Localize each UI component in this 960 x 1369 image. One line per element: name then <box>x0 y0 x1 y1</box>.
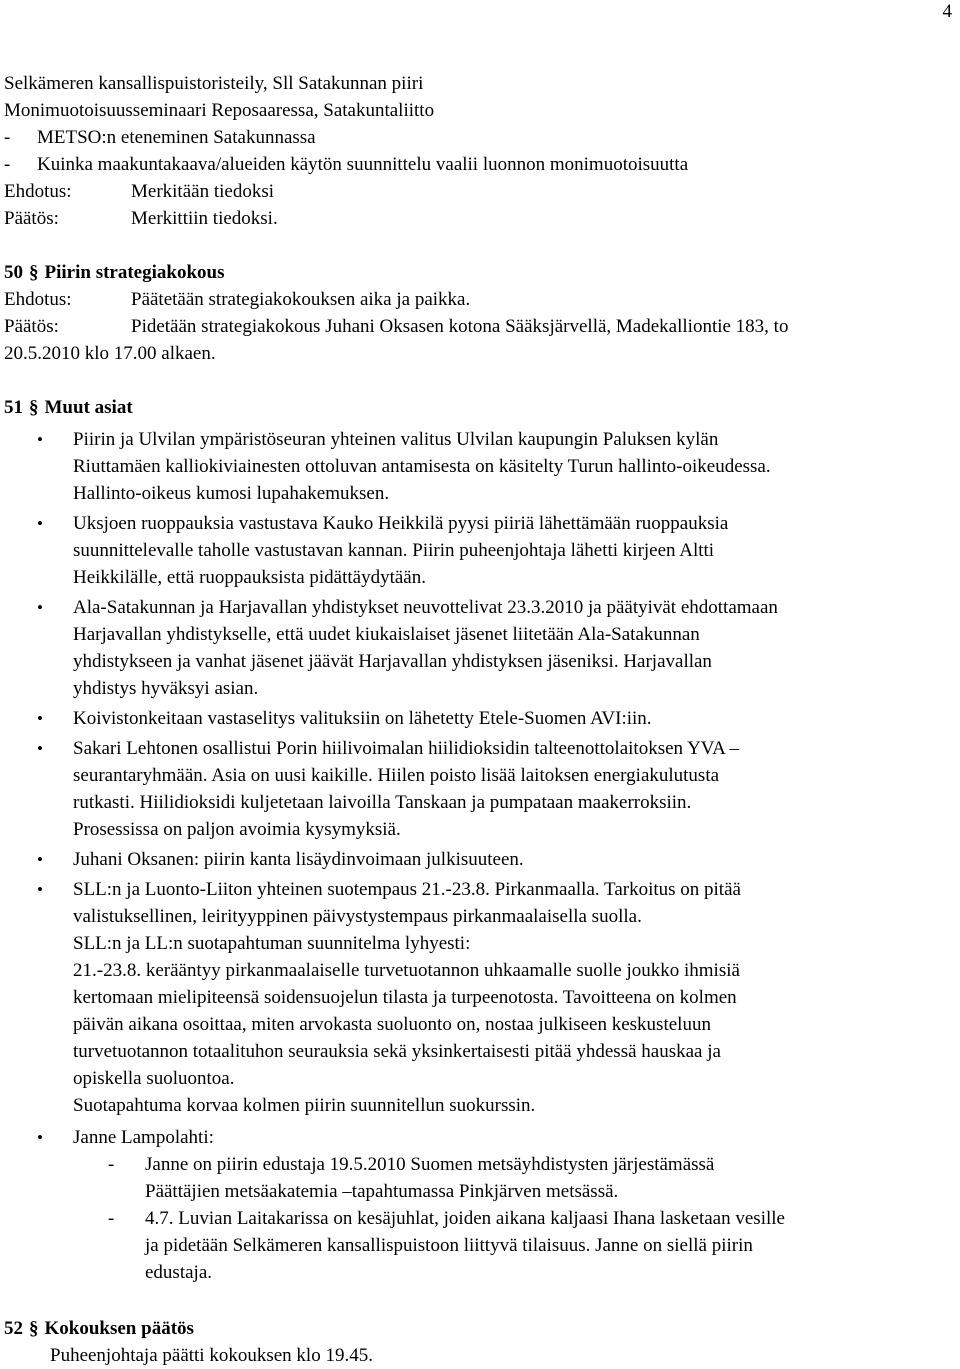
intro-dash-item <box>4 151 688 178</box>
dash-marker: - <box>4 154 11 175</box>
sub-item-line: ja pidetään Selkämeren kansallispuistoon liittyvä tilaisuus. Janne on siellä piirin <box>145 1235 753 1256</box>
bullet-text-line: Piirin ja Ulvilan ympäristöseuran yhteinen valitus Ulvilan kaupungin Paluksen kylän <box>73 429 719 450</box>
bullet-text-line: 21.-23.8. kerääntyy pirkanmaalaiselle turvetuotannon uhkaamalle suolle joukko ihmisiä <box>73 960 740 981</box>
bullet-text-line: SLL:n ja LL:n suotapahtuman suunnitelma lyhyesti: <box>73 933 471 954</box>
bullet-text-line: valistuksellinen, leirityyppinen päivystystempaus pirkanmaalaisella suolla. <box>73 906 642 927</box>
section-number: 50 <box>4 262 23 283</box>
bullet-text-line: päivän aikana osoittaa, miten arvokasta suoluonto on, nostaa julkiseen keskusteluun <box>73 1014 711 1035</box>
sub-dash-marker: - <box>108 1154 115 1175</box>
proposal-text: Merkitään tiedoksi <box>131 181 274 202</box>
bullet-text-line: Harjavallan yhdistykselle, että uudet kiukaislaiset jäsenet liitetään Ala-Satakunnan <box>73 624 700 645</box>
bullet-icon: • <box>37 430 43 449</box>
proposal-label: Ehdotus: <box>4 181 72 202</box>
dash-marker: - <box>4 127 11 148</box>
intro-line: Monimuotoisuusseminaari Reposaaressa, Satakuntaliitto <box>4 100 435 121</box>
bullet-text-line: opiskella suoluontoa. <box>73 1068 235 1089</box>
bullet-icon: • <box>37 880 43 899</box>
bullet-text-line: Juhani Oksanen: piirin kanta lisäydinvoimaan julkisuuteen. <box>73 849 524 870</box>
bullet-text-line: Uksjoen ruoppauksia vastustava Kauko Heikkilä pyysi piiriä lähettämään ruoppauksia <box>73 513 729 534</box>
bullet-text-line: Hallinto-oikeus kumosi lupahakemuksen. <box>73 483 390 504</box>
sub-item-line: 4.7. Luvian Laitakarissa on kesäjuhlat, joiden aikana kaljaasi Ihana lasketaan vesille <box>145 1208 785 1229</box>
section-number: 51 <box>4 397 23 418</box>
bullet-text-line: suunnittelevalle taholle vastustavan kannan. Piirin puheenjohtaja lähetti kirjeen Altti <box>73 540 715 561</box>
intro-dash-item <box>4 124 316 151</box>
bullet-text-line: rutkasti. Hiilidioksidi kuljetetaan laivoilla Tanskaan ja pumpataan maakerroksiin. <box>73 792 692 813</box>
bullet-text-line: SLL:n ja Luonto-Liiton yhteinen suotempaus 21.-23.8. Pirkanmaalla. Tarkoitus on pitää <box>73 879 741 900</box>
bullet-icon: • <box>37 709 43 728</box>
section-heading-50 <box>4 259 224 286</box>
bullet-text-line: yhdistykseen ja vanhat jäsenet jäävät Harjavallan yhdistyksen jäseniksi. Harjavallan <box>73 651 712 672</box>
section-title: Muut asiat <box>44 397 133 418</box>
bullet-text-line: Heikkilälle, että ruoppauksista pidättäydytään. <box>73 567 426 588</box>
decision-label: Päätös: <box>4 208 59 229</box>
section-symbol: § <box>29 262 39 283</box>
bullet-text-line: Janne Lampolahti: <box>73 1127 214 1148</box>
intro-line: Selkämeren kansallispuistoristeily, Sll Satakunnan piiri <box>4 73 424 94</box>
section-symbol: § <box>29 1318 39 1339</box>
decision-text: Pidetään strategiakokous Juhani Oksasen kotona Sääksjärvellä, Madekalliontie 183, to <box>131 316 789 337</box>
decision-label: Päätös: <box>4 316 59 337</box>
section-number: 52 <box>4 1318 23 1339</box>
bullet-text-line: Prosessissa on paljon avoimia kysymyksiä. <box>73 819 401 840</box>
section-heading-52 <box>4 1315 194 1342</box>
proposal-text: Päätetään strategiakokouksen aika ja paikka. <box>131 289 471 310</box>
section-title: Kokouksen päätös <box>44 1318 194 1339</box>
bullet-text-line: Ala-Satakunnan ja Harjavallan yhdistykset neuvottelivat 23.3.2010 ja päätyivät ehdottamaan <box>73 597 778 618</box>
sub-item-line: Janne on piirin edustaja 19.5.2010 Suomen metsäyhdistysten järjestämässä <box>145 1154 715 1175</box>
bullet-text-line: Sakari Lehtonen osallistui Porin hiilivoimalan hiilidioksidin talteenottolaitoksen YVA – <box>73 738 739 759</box>
bullet-text-line: kertomaan mielipiteensä soidensuojelun tilasta ja turpeenotosta. Tavoitteena on kolmen <box>73 987 737 1008</box>
bullet-text-line: Riuttamäen kalliokiviainesten ottoluvan antamisesta on käsitelty Turun hallinto-oikeudessa. <box>73 456 771 477</box>
section-heading-51 <box>4 394 133 421</box>
dash-item-text: Kuinka maakuntakaava/alueiden käytön suunnittelu vaalii luonnon monimuotoisuutta <box>37 154 689 175</box>
bullet-text-line: Koivistonkeitaan vastaselitys valituksiin on lähetetty Etele-Suomen AVI:iin. <box>73 708 652 729</box>
page-number: 4 <box>942 1 952 22</box>
bullet-icon: • <box>37 1128 43 1147</box>
bullet-text-line: seurantaryhmään. Asia on uusi kaikille. Hiilen poisto lisää laitoksen energiakulutusta <box>73 765 720 786</box>
section-symbol: § <box>29 397 39 418</box>
proposal-row <box>4 178 274 205</box>
sub-dash-marker: - <box>108 1208 115 1229</box>
bullet-text-line: turvetuotannon totaalituhon seurauksia sekä yksinkertaisesti pitää yhdessä hauskaa ja <box>73 1041 721 1062</box>
section-title: Piirin strategiakokous <box>44 262 225 283</box>
decision-text: Merkittiin tiedoksi. <box>131 208 278 229</box>
decision-continuation: 20.5.2010 klo 17.00 alkaen. <box>4 343 216 364</box>
proposal-label: Ehdotus: <box>4 289 72 310</box>
bullet-icon: • <box>37 514 43 533</box>
bullet-text-line: yhdistys hyväksyi asian. <box>73 678 259 699</box>
sub-item-line: edustaja. <box>145 1262 213 1283</box>
bullet-icon: • <box>37 598 43 617</box>
sub-item-line: Päättäjien metsäakatemia –tapahtumassa Pinkjärven metsässä. <box>145 1181 619 1202</box>
closing-statement: Puheenjohtaja päätti kokouksen klo 19.45. <box>50 1345 373 1366</box>
dash-item-text: METSO:n eteneminen Satakunnassa <box>37 127 316 148</box>
bullet-icon: • <box>37 850 43 869</box>
decision-row <box>4 313 788 340</box>
decision-row <box>4 205 278 232</box>
proposal-row <box>4 286 470 313</box>
bullet-text-line: Suotapahtuma korvaa kolmen piirin suunnitellun suokurssin. <box>73 1095 536 1116</box>
bullet-icon: • <box>37 739 43 758</box>
